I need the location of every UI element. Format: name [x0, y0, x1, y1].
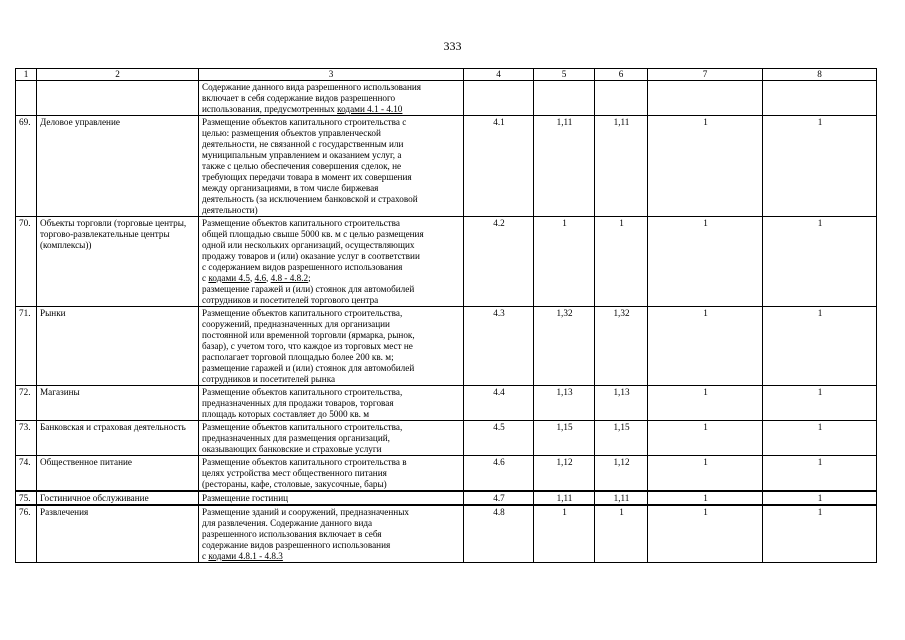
usage-code: 4.6 [464, 456, 534, 492]
description-text: целью: размещения объектов управленческой [202, 128, 381, 138]
description-text: Размещение зданий и сооружений, предназначенных [202, 507, 409, 517]
description-line [202, 551, 461, 562]
description-line [202, 128, 461, 139]
row-number: 69. [16, 116, 37, 217]
code-reference-link: 4.8 - 4.8.2 [270, 273, 309, 283]
description-line [202, 251, 461, 262]
description-text: муниципальным управлением и оказанием услуг, а [202, 150, 402, 160]
coefficient-5: 1 [534, 505, 595, 563]
description-text: деятельности) [202, 205, 258, 215]
description-text: с содержанием видов разрешенного использования [202, 262, 403, 272]
coefficient-7: 1 [648, 491, 763, 505]
description-text: предназначенных для продажи товаров, торговая [202, 398, 394, 408]
description-text: общей площадью свыше 5000 кв. м с целью размещения [202, 229, 424, 239]
coefficient-5: 1,13 [534, 386, 595, 421]
description-line [202, 82, 461, 93]
coefficient-7: 1 [648, 217, 763, 307]
usage-code: 4.1 [464, 116, 534, 217]
description-text: , [249, 273, 255, 283]
column-number: 1 [16, 69, 37, 81]
column-number: 5 [534, 69, 595, 81]
usage-description [199, 491, 464, 505]
coefficient-6: 1 [595, 217, 648, 307]
description-text: содержание видов разрешенного использования [202, 540, 391, 550]
coefficient-7: 1 [648, 116, 763, 217]
coefficient-5: 1,15 [534, 421, 595, 456]
description-text: использования, предусмотренных [202, 104, 338, 114]
description-text: также с целью обеспечения совершения сделок, не [202, 161, 402, 171]
description-line [202, 457, 461, 468]
row-number: 76. [16, 505, 37, 563]
column-number: 2 [37, 69, 199, 81]
coefficient-8: 1 [763, 386, 877, 421]
usage-name: Развлечения [37, 505, 199, 563]
description-text: с [202, 273, 209, 283]
coefficient-7: 1 [648, 505, 763, 563]
table-row [16, 505, 877, 563]
code-reference-link: кодами 4.1 - 4.10 [337, 104, 403, 114]
description-line [202, 205, 461, 216]
description-text: постоянной или временной торговли (ярмарка, рынок, [202, 330, 415, 340]
coefficient-8: 1 [763, 307, 877, 386]
usage-description [199, 81, 464, 116]
description-text: размещение гаражей и (или) стоянок для автомобилей [202, 284, 415, 294]
description-line [202, 479, 461, 490]
description-line [202, 493, 461, 504]
description-line [202, 273, 461, 284]
table-row [16, 456, 877, 492]
row-number: 72. [16, 386, 37, 421]
description-text: требующих передачи товара в момент их совершения [202, 172, 412, 182]
table-row [16, 386, 877, 421]
coefficient-5: 1,11 [534, 491, 595, 505]
description-line [202, 468, 461, 479]
description-line [202, 363, 461, 374]
usage-description [199, 217, 464, 307]
description-line [202, 444, 461, 455]
description-line [202, 518, 461, 529]
description-text: Размещение объектов капитального строительства, [202, 422, 403, 432]
description-line [202, 240, 461, 251]
description-text: оказывающих банковские и страховые услуги [202, 444, 382, 454]
description-line [202, 319, 461, 330]
description-text: Размещение объектов капитального строительства в [202, 457, 407, 467]
code-reference-link: 4.6 [254, 273, 267, 283]
column-number: 6 [595, 69, 648, 81]
usage-description [199, 307, 464, 386]
description-text: ; [308, 273, 311, 283]
usage-name: Общественное питание [37, 456, 199, 492]
coefficient-7: 1 [648, 421, 763, 456]
coefficient-6: 1,13 [595, 386, 648, 421]
coefficient-8: 1 [763, 456, 877, 492]
coefficient-8: 1 [763, 217, 877, 307]
usage-description [199, 421, 464, 456]
usage-name: Деловое управление [37, 116, 199, 217]
description-line [202, 341, 461, 352]
usage-description [199, 116, 464, 217]
description-line [202, 529, 461, 540]
row-number: 73. [16, 421, 37, 456]
description-line [202, 398, 461, 409]
empty-cell [37, 81, 199, 116]
row-number: 75. [16, 491, 37, 505]
description-text: размещение гаражей и (или) стоянок для автомобилей [202, 363, 415, 373]
coefficient-8: 1 [763, 491, 877, 505]
description-text: располагает торговой площадью более 200 кв. м; [202, 352, 394, 362]
description-line [202, 150, 461, 161]
coefficient-6: 1 [595, 505, 648, 563]
description-line [202, 387, 461, 398]
description-text: разрешенного использования включает в себя [202, 529, 382, 539]
column-number: 4 [464, 69, 534, 81]
usage-code: 4.3 [464, 307, 534, 386]
empty-cell [648, 81, 763, 116]
description-text: Размещение объектов капитального строительства, [202, 387, 403, 397]
description-text: с [202, 551, 209, 561]
description-line [202, 183, 461, 194]
empty-cell [763, 81, 877, 116]
description-line [202, 172, 461, 183]
row-number: 74. [16, 456, 37, 492]
empty-cell [595, 81, 648, 116]
table-row [16, 116, 877, 217]
coefficient-7: 1 [648, 456, 763, 492]
description-text: сотрудников и посетителей рынка [202, 374, 336, 384]
description-line [202, 374, 461, 385]
description-line [202, 295, 461, 306]
coefficient-8: 1 [763, 421, 877, 456]
description-line [202, 161, 461, 172]
description-line [202, 540, 461, 551]
description-line [202, 104, 461, 115]
description-line [202, 218, 461, 229]
coefficient-8: 1 [763, 505, 877, 563]
description-text: включает в себя содержание видов разрешенного [202, 93, 396, 103]
usage-description [199, 386, 464, 421]
description-text: Содержание данного вида разрешенного использования [202, 82, 422, 92]
usage-code: 4.5 [464, 421, 534, 456]
description-text: , [266, 273, 271, 283]
description-line [202, 194, 461, 205]
usage-description [199, 505, 464, 563]
description-line [202, 422, 461, 433]
description-text: продажу товаров и (или) оказание услуг в соответствии [202, 251, 420, 261]
coefficient-6: 1,32 [595, 307, 648, 386]
coefficient-8: 1 [763, 116, 877, 217]
description-line [202, 139, 461, 150]
description-line [202, 352, 461, 363]
usage-code: 4.4 [464, 386, 534, 421]
continuation-row [16, 81, 877, 116]
description-text: площадь которых составляет до 5000 кв. м [202, 409, 370, 419]
usage-name: Банковская и страховая деятельность [37, 421, 199, 456]
usage-name: Рынки [37, 307, 199, 386]
empty-cell [16, 81, 37, 116]
usage-code: 4.7 [464, 491, 534, 505]
code-reference-link: кодами 4.8.1 - 4.8.3 [208, 551, 283, 561]
coefficient-7: 1 [648, 307, 763, 386]
description-text: (рестораны, кафе, столовые, закусочные, бары) [202, 479, 387, 489]
description-text: сооружений, предназначенных для организации [202, 319, 390, 329]
description-line [202, 117, 461, 128]
usage-name: Объекты торговли (торговые центры, торгово-развлекательные центры (комплексы)) [37, 217, 199, 307]
usage-description [199, 456, 464, 492]
description-text: целях устройства мест общественного питания [202, 468, 387, 478]
description-line [202, 229, 461, 240]
column-number: 8 [763, 69, 877, 81]
table-row [16, 421, 877, 456]
description-line [202, 308, 461, 319]
row-number: 70. [16, 217, 37, 307]
description-text: предназначенных для размещения организаций, [202, 433, 390, 443]
row-number: 71. [16, 307, 37, 386]
coefficient-7: 1 [648, 386, 763, 421]
page-number: 333 [443, 39, 462, 53]
coefficient-6: 1,11 [595, 491, 648, 505]
description-text: Размещение объектов капитального строительства [202, 218, 400, 228]
description-text: деятельность (за исключением банковской и страховой [202, 194, 418, 204]
description-text: для развлечения. Содержание данного вида [202, 518, 373, 528]
land-use-table [15, 68, 877, 563]
description-text: Размещение объектов капитального строительства, [202, 308, 403, 318]
coefficient-5: 1 [534, 217, 595, 307]
usage-name: Гостиничное обслуживание [37, 491, 199, 505]
description-text: деятельности, не связанной с государственным или [202, 139, 404, 149]
table-row [16, 491, 877, 505]
description-text: базар), с учетом того, что каждое из торговых мест не [202, 341, 413, 351]
description-line [202, 433, 461, 444]
coefficient-5: 1,12 [534, 456, 595, 492]
code-reference-link: кодами 4.5 [208, 273, 250, 283]
coefficient-5: 1,11 [534, 116, 595, 217]
description-line [202, 284, 461, 295]
description-line [202, 409, 461, 420]
usage-code: 4.8 [464, 505, 534, 563]
description-text: одной или нескольких организаций, осуществляющих [202, 240, 415, 250]
description-text: между организациями, в том числе биржевая [202, 183, 379, 193]
description-text: сотрудников и посетителей торгового центра [202, 295, 379, 305]
column-number-row [16, 69, 877, 81]
table-row [16, 307, 877, 386]
description-line [202, 330, 461, 341]
coefficient-6: 1,15 [595, 421, 648, 456]
empty-cell [464, 81, 534, 116]
description-line [202, 262, 461, 273]
description-text: Размещение гостиниц [202, 493, 289, 503]
usage-name: Магазины [37, 386, 199, 421]
description-line [202, 507, 461, 518]
description-line [202, 93, 461, 104]
coefficient-6: 1,11 [595, 116, 648, 217]
coefficient-6: 1,12 [595, 456, 648, 492]
coefficient-5: 1,32 [534, 307, 595, 386]
usage-code: 4.2 [464, 217, 534, 307]
column-number: 3 [199, 69, 464, 81]
column-number: 7 [648, 69, 763, 81]
table-row [16, 217, 877, 307]
description-text: Размещение объектов капитального строительства с [202, 117, 407, 127]
empty-cell [534, 81, 595, 116]
